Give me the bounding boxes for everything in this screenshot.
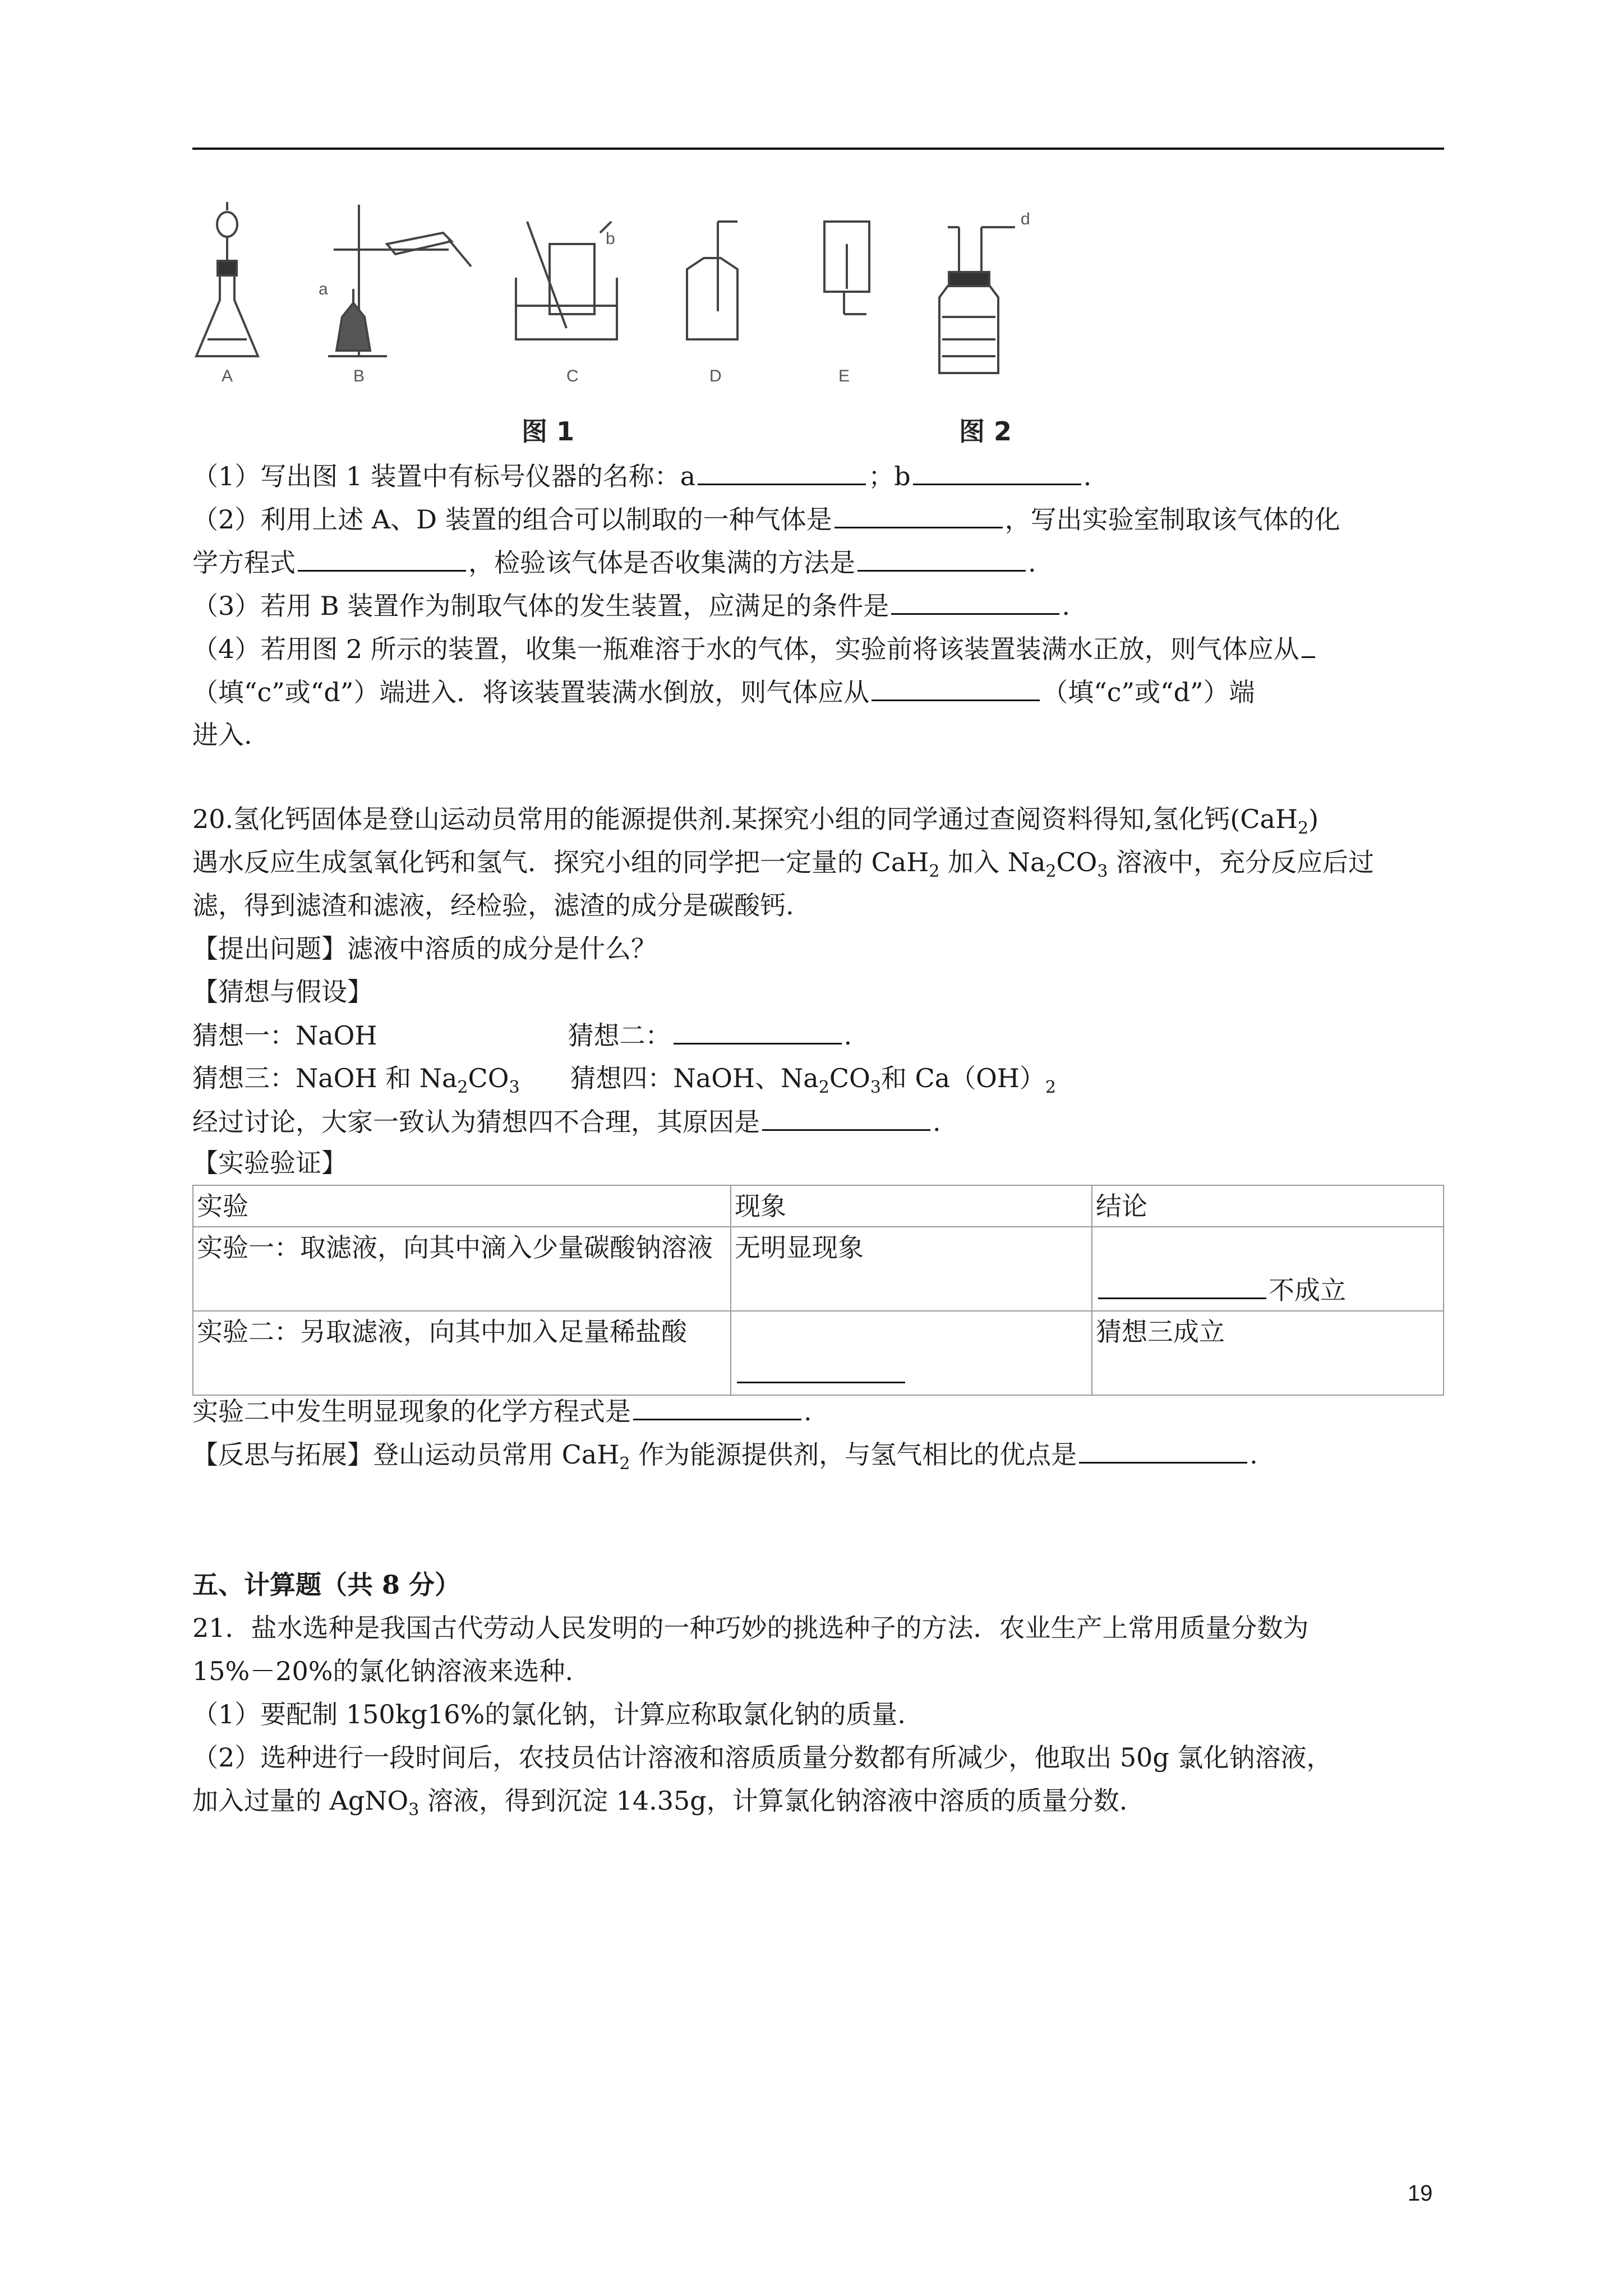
fig2-caption: 图 2 (959, 416, 1012, 447)
table-row (193, 1227, 1444, 1311)
q20-reflection: 【反思与拓展】登山运动员常用 CaH$_2$ 作为能源提供剂，与氢气相比的优点是 . (192, 1437, 1258, 1481)
row2-experiment: 实验二：另取滤液，向其中加入足量稀盐酸 (193, 1311, 731, 1395)
header-experiment: 实验 (193, 1185, 731, 1227)
apparatus-d-bottle (687, 222, 737, 339)
answer-blank[interactable] (298, 545, 466, 572)
row1-conclusion: 不成立 (1092, 1227, 1444, 1311)
table-header-row (193, 1185, 1444, 1227)
answer-blank[interactable] (1079, 1437, 1247, 1464)
q19-part4-line1: （4）若用图 2 所示的装置，收集一瓶难溶于水的气体，实验前将该装置装满水正放，则气体应从 (192, 632, 1317, 666)
answer-blank[interactable] (737, 1357, 905, 1383)
q20-hypothesis-head: 【猜想与假设】 (192, 977, 373, 1007)
label-e: E (838, 367, 850, 385)
q21-line3: （1）要配制 150kg16%的氯化钠，计算应称取氯化钠的质量. (192, 1699, 906, 1729)
section5-title: 五、计算题（共 8 分） (192, 1570, 461, 1600)
q19-part4-line2: （填“c”或“d”）端进入．将该装置装满水倒放，则气体应从 （填“c”或“d”）端 (192, 675, 1255, 709)
header-phenomenon: 现象 (731, 1185, 1092, 1227)
row1-experiment: 实验一：取滤液，向其中滴入少量碳酸钠溶液 (193, 1227, 731, 1311)
q19-part2-line1: （2）利用上述 A、D 装置的组合可以制取的一种气体是 ，写出实验室制取该气体的化 (192, 502, 1340, 536)
answer-blank[interactable] (1302, 632, 1315, 658)
q20-question: 【提出问题】滤液中溶质的成分是什么？ (192, 933, 657, 964)
label-b: B (353, 367, 365, 385)
answer-blank[interactable] (834, 502, 1003, 528)
answer-blank[interactable] (872, 675, 1040, 701)
q20-intro-line3: 滤，得到滤渣和滤液，经检验，滤渣的成分是碳酸钙. (192, 890, 794, 921)
answer-blank[interactable] (857, 545, 1026, 572)
answer-blank[interactable] (698, 459, 866, 485)
apparatus-figure (185, 188, 1060, 452)
q20-intro-line1: 20.氢化钙固体是登山运动员常用的能源提供剂.某探究小组的同学通过查阅资料得知,氢化钙(CaH$_2$) (192, 804, 1319, 838)
q20-hypothesis-3-4: 猜想三：NaOH 和 $Na_2CO_3$ 猜想四：NaOH、$Na_2CO_3$和 $Ca(OH)_2$ (192, 1063, 1056, 1097)
answer-blank[interactable] (674, 1018, 842, 1045)
tag-a: a (319, 280, 328, 298)
page-number: 19 (1408, 2181, 1433, 2206)
q21-line1: 21．盐水选种是我国古代劳动人民发明的一种巧妙的挑选种子的方法．农业生产上常用质量分数为 (192, 1613, 1309, 1643)
apparatus-b-stand-tube (328, 205, 471, 356)
apparatus-fig2-bottle (939, 227, 1015, 373)
row1-phenomenon: 无明显现象 (731, 1227, 1092, 1311)
apparatus-c-trough (516, 222, 617, 339)
answer-blank[interactable] (762, 1105, 930, 1131)
fig1-caption: 图 1 (522, 416, 575, 447)
table-row (193, 1311, 1444, 1395)
q20-hypothesis-1-2: 猜想一：NaOH 猜想二： . (192, 1018, 852, 1052)
experiment-table (192, 1185, 1444, 1396)
header-rule (192, 148, 1444, 150)
label-a: A (222, 367, 233, 385)
q21-line2: 15%－20%的氯化钠溶液来选种. (192, 1656, 574, 1686)
apparatus-e-bottle (824, 222, 869, 314)
answer-blank[interactable] (1098, 1273, 1266, 1299)
q21-line4: （2）选种进行一段时间后，农技员估计溶液和溶质质量分数都有所减少，他取出 50g 氯化钠溶液， (192, 1742, 1332, 1773)
label-c: C (566, 367, 579, 385)
answer-blank[interactable] (633, 1394, 801, 1420)
row2-conclusion: 猜想三成立 (1092, 1311, 1444, 1395)
tag-b: b (606, 229, 615, 248)
q20-verify-head: 【实验验证】 (192, 1148, 347, 1178)
q19-part3: （3）若用 B 装置作为制取气体的发生装置，应满足的条件是 . (192, 588, 1070, 623)
header-conclusion: 结论 (1092, 1185, 1444, 1227)
q19-part2-line2: 学方程式 ，检验该气体是否收集满的方法是 . (192, 545, 1036, 579)
q20-discussion: 经过讨论，大家一致认为猜想四不合理，其原因是 . (192, 1105, 941, 1139)
q20-equation: 实验二中发生明显现象的化学方程式是 . (192, 1394, 812, 1428)
answer-blank[interactable] (891, 588, 1059, 615)
label-d: D (709, 367, 722, 385)
q21-line5: 加入过量的 AgNO$_3$ 溶液，得到沉淀 14.35g，计算氯化钠溶液中溶质的质量分数. (192, 1786, 1128, 1820)
q19-part4-line3: 进入. (192, 720, 252, 750)
apparatus-a-funnel-flask (196, 202, 258, 356)
q19-part1: （1）写出图 1 装置中有标号仪器的名称：a ；b . (192, 459, 1091, 493)
q20-intro-line2: 遇水反应生成氢氧化钙和氢气．探究小组的同学把一定量的 CaH$_2$ 加入 $Na_2CO_3$ 溶液中，充分反应后过 (192, 847, 1375, 881)
row2-phenomenon (731, 1311, 1092, 1395)
answer-blank[interactable] (913, 459, 1081, 485)
tag-d: d (1021, 210, 1030, 228)
